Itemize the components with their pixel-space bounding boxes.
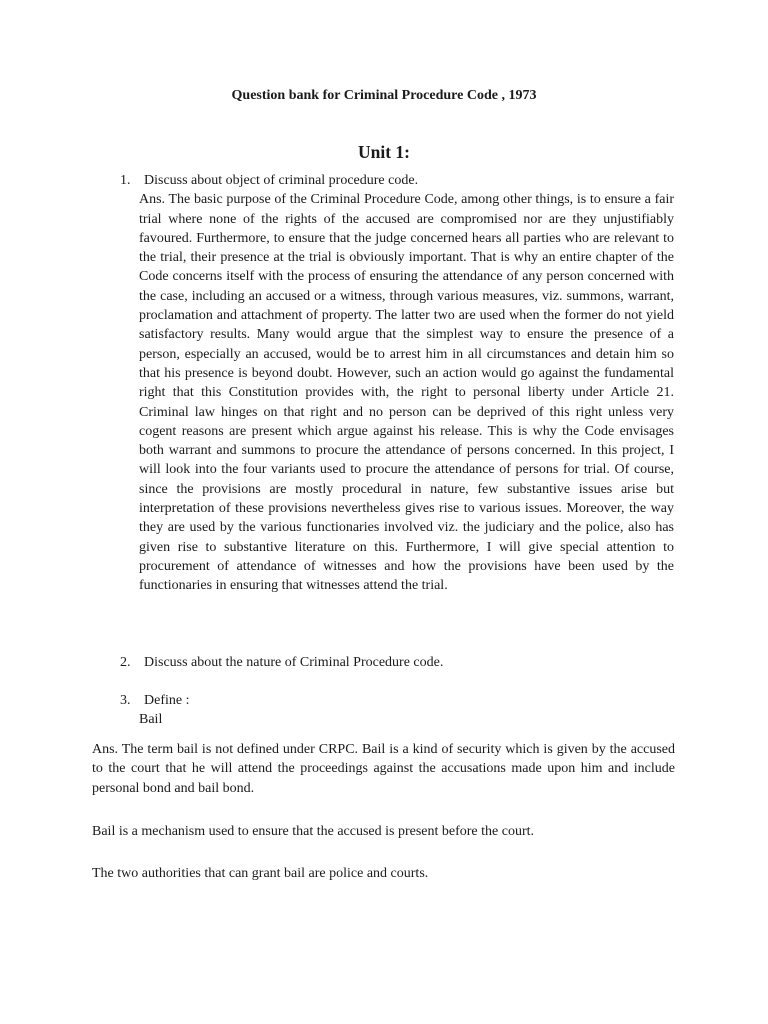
defined-term: Bail	[139, 712, 163, 728]
question-number: 3.	[120, 693, 131, 708]
bail-authorities-paragraph: The two authorities that can grant bail are police and courts.	[92, 866, 429, 881]
bail-answer-paragraph: Ans. The term bail is not defined under CRPC. Bail is a kind of security which is given by the accused to the court that he will attend the proceedings against the accusations made upon him and include personal bond and bail bond.	[92, 742, 675, 796]
question-text: Define :	[144, 693, 190, 708]
unit-heading: Unit 1:	[357, 142, 410, 162]
bail-mechanism-paragraph: Bail is a mechanism used to ensure that the accused is present before the court.	[92, 824, 535, 839]
document-title: Question bank for Criminal Procedure Code , 1973	[231, 88, 537, 103]
question-number: 1.	[120, 173, 131, 188]
question-text: Discuss about object of criminal procedure code.	[144, 173, 419, 188]
question-text: Discuss about the nature of Criminal Procedure code.	[144, 655, 444, 670]
question-1-answer: Ans. The basic purpose of the Criminal Procedure Code, among other things, is to ensure a fair trial where none of the rights of the accused are compromised nor are they unjustifiably favoured. Furthermore, to ensure that the judge concerned hears all parties who are relevant to the trial, their presence at the trial is obviously important. That is why an entire chapter of the Code concerns itself with the process of ensuring the attendance of any person concerned with the case, including an accused or a witness, through various measures, viz. summons, warrant, proclamation and attachment of property. The latter two are used when the former do not yield satisfactory results. Many would argue that the simplest way to ensure the presence of a person, especially an accused, would be to arrest him in all circumstances and detain him so that his presence is beyond doubt. However, such an action would go against the fundamental right that this Constitution provides with, the right to personal liberty under Article 21. Criminal law hinges on that right and no person can be deprived of this right unless very cogent reasons are present which argue against his release. This is why the Code envisages both warrant and summons to procure the attendance of persons concerned. In this project, I will look into the four variants used to procure the attendance of persons for trial. Of course, since the provisions are mostly procedural in nature, few substantive issues arise but interpretation of these provisions nevertheless gives rise to various issues. Moreover, the way they are used by the various functionaries involved viz. the judiciary and the police, also has given rise to substantive literature on this. Furthermore, I will give special attention to procurement of attendance of witnesses and how the provisions have been used by the functionaries in ensuring that witnesses attend the trial.	[139, 192, 674, 594]
question-number: 2.	[120, 655, 131, 670]
